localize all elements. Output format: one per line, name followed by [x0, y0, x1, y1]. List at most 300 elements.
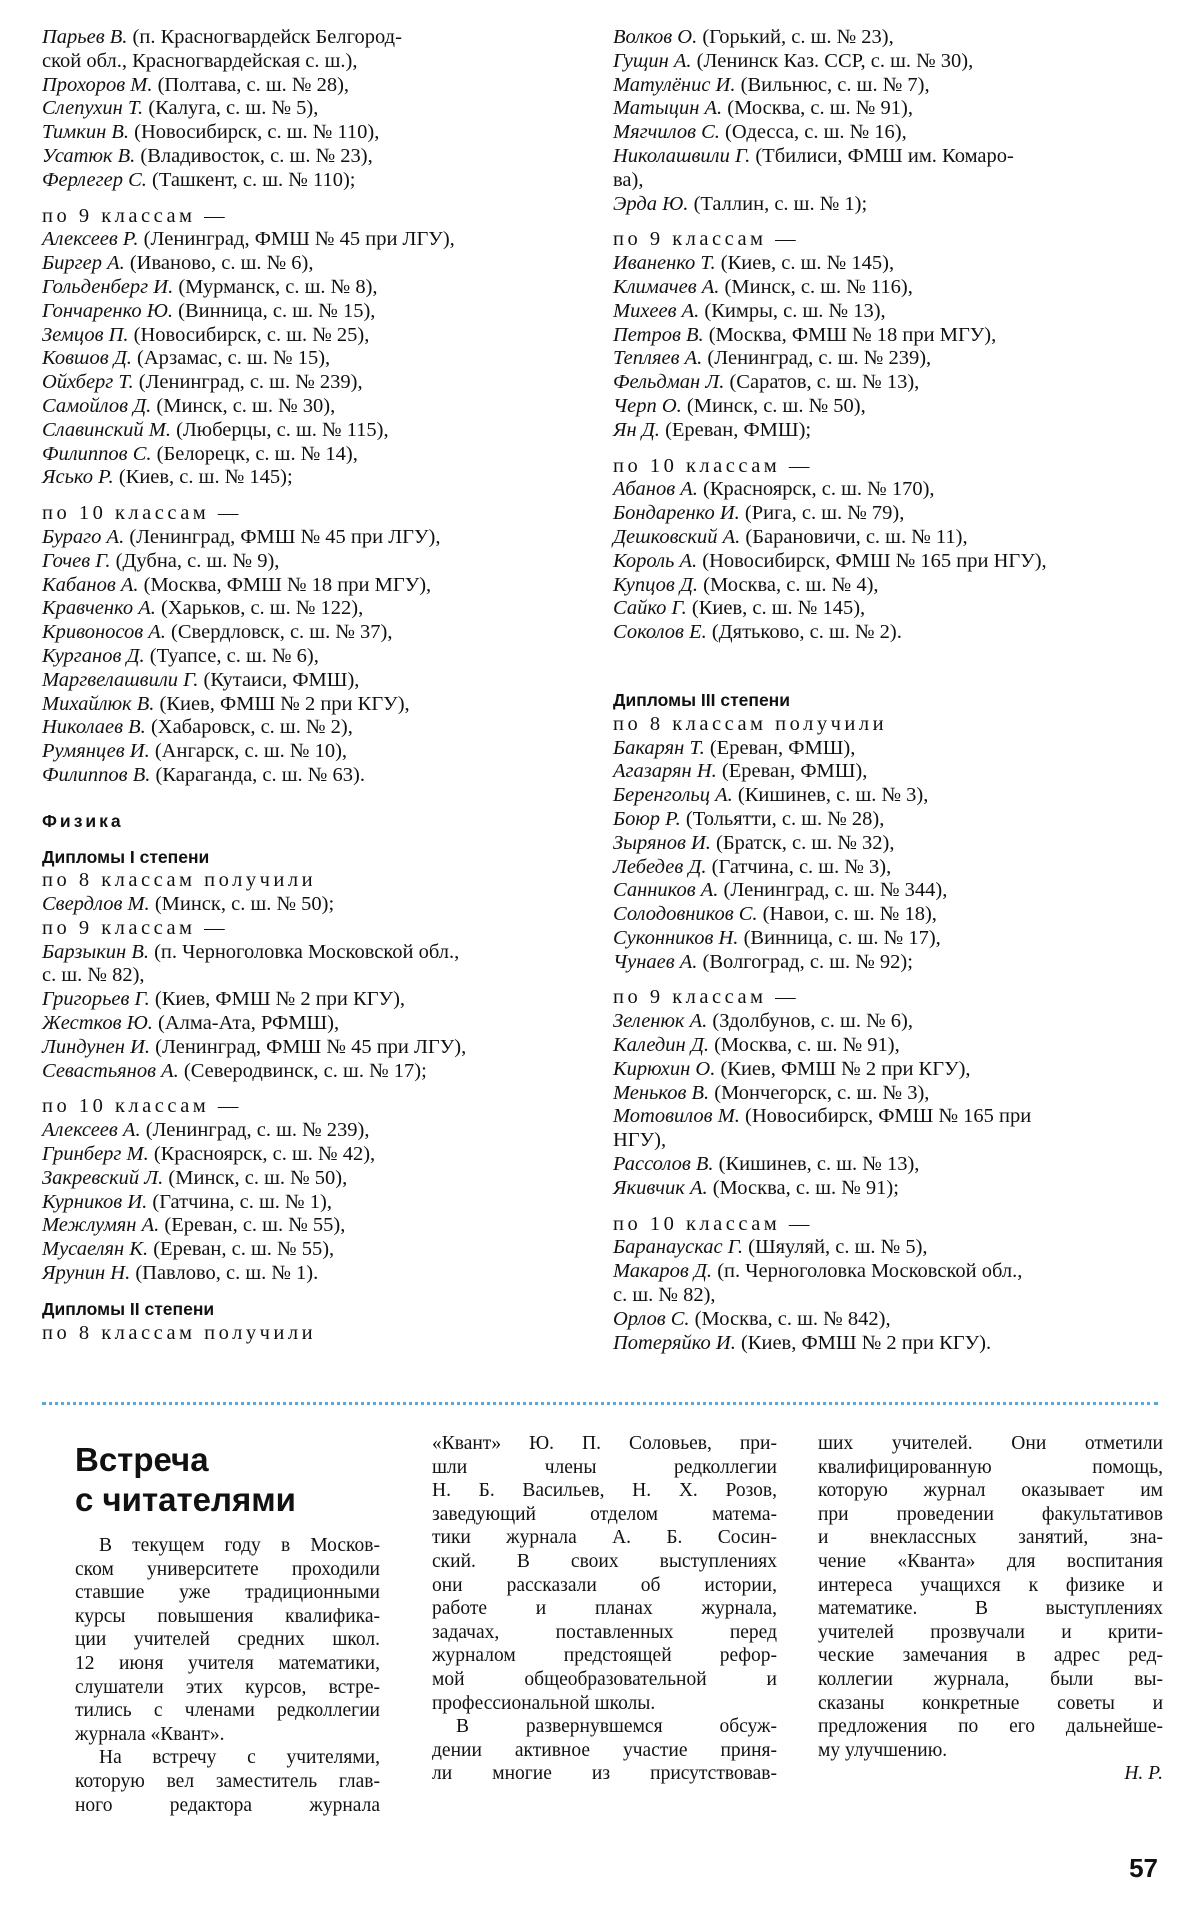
winner-entry: [613, 903, 1163, 927]
winner-name: Закревский Л.: [42, 1166, 164, 1189]
winner-school: (Тольятти, с. ш. № 28),: [680, 807, 885, 830]
article-line: профессиональной школы.: [432, 1692, 656, 1714]
winner-school: (Новосибирск, ФМШ № 165 при: [739, 1105, 1032, 1128]
winner-name: Парьев В.: [42, 26, 128, 48]
spacer: [613, 443, 1163, 455]
winner-entry: [42, 740, 582, 764]
winner-name: Гущин А.: [613, 49, 692, 72]
winner-school: (Ереван, ФМШ);: [659, 418, 812, 441]
winner-school: (Минск, с. ш. № 50),: [681, 394, 866, 417]
winner-entry: [613, 74, 1163, 98]
winner-school: (Мончегорск, с. ш. № 3),: [709, 1081, 930, 1104]
winner-school: (Ленинград, ФМШ № 45 при ЛГУ),: [150, 1035, 467, 1058]
winner-entry: [613, 193, 1163, 217]
winner-school: (Ереван, с. ш. № 55),: [148, 1238, 335, 1261]
article-line: предложения по его дальнейше-: [818, 1716, 1163, 1738]
winner-school: (Ленинград, ФМШ № 45 при ЛГУ),: [124, 525, 441, 548]
winner-entry: [613, 737, 1163, 761]
winner-school: (Киев, ФМШ № 2 при КГУ),: [715, 1057, 971, 1080]
winner-name: Сайко Г.: [613, 597, 687, 620]
winner-entry: [613, 419, 1163, 443]
winner-school: (Винница, с. ш. № 15),: [173, 299, 376, 322]
article-title: [75, 1440, 380, 1520]
winner-school: (Москва, с. ш. № 91),: [722, 97, 913, 120]
winner-entry: [42, 645, 582, 669]
winner-school: (Ленинград, с. ш. № 344),: [718, 879, 948, 902]
winner-school: (Таллин, с. ш. № 1);: [688, 192, 868, 215]
winner-entry: [42, 526, 582, 550]
winner-entry: [613, 927, 1163, 951]
winner-name: Земцов П.: [42, 323, 129, 346]
winner-name: Кравченко А.: [42, 597, 156, 620]
winner-entry: [42, 669, 582, 693]
winner-school: (Хабаровск, с. ш. № 2),: [145, 716, 353, 739]
winner-name: Потеряйко И.: [613, 1331, 736, 1354]
winner-school: (Люберцы, с. ш. № 115),: [170, 418, 389, 441]
winner-school: (Гатчина, с. ш. № 1),: [147, 1190, 332, 1213]
grade-heading: по 9 классам —: [42, 204, 229, 227]
article-line: В развернувшемся обсуж-: [456, 1716, 777, 1738]
winner-name: Гочев Г.: [42, 549, 111, 572]
winner-entry: [613, 1260, 1163, 1284]
winner-name: Кабанов А.: [42, 573, 139, 596]
winner-entry: [613, 526, 1163, 550]
winner-name: Гольденберг И.: [42, 275, 174, 298]
page-number: 57: [1129, 1853, 1158, 1883]
winner-name: Алексеев Р.: [42, 228, 139, 251]
winner-entry: [613, 276, 1163, 300]
winner-name: Волков О.: [613, 26, 698, 48]
winner-school: (п. Красногвардейск Белгород-: [127, 26, 402, 48]
article-line: Н. Б. Васильев, Н. Х. Розов,: [432, 1480, 777, 1502]
article-line: которую вел заместитель глав-: [75, 1770, 380, 1792]
winner-entry: [42, 574, 582, 598]
winner-entry: [613, 856, 1163, 880]
winner-entry: [613, 1082, 1163, 1106]
winner-entry: [42, 893, 582, 917]
winner-school: (Минск, с. ш. № 116),: [719, 275, 913, 298]
winner-entry-continuation: НГУ),: [613, 1129, 667, 1152]
grade-heading: по 9 классам —: [613, 228, 800, 251]
results-column-right: [613, 26, 1163, 1355]
winner-entry: [613, 784, 1163, 808]
winner-school: (Новосибирск, с. ш. № 110),: [129, 121, 380, 144]
winner-entry: [613, 808, 1163, 832]
spacer: [613, 974, 1163, 986]
winner-entry: [613, 1153, 1163, 1177]
winner-school: (Киев, с. ш. № 145),: [686, 597, 866, 620]
article-line: журнала «Квант».: [75, 1723, 225, 1745]
grade-heading: по 8 классам получили: [613, 712, 888, 735]
winner-entry: [613, 1236, 1163, 1260]
article-line: заведующий отделом матема-: [432, 1503, 777, 1525]
winner-name: Бураго А.: [42, 525, 125, 548]
winner-entry: [613, 1010, 1163, 1034]
spacer: [613, 645, 1163, 667]
article-line: мой общеобразовательной и: [432, 1668, 777, 1690]
winner-entry: [42, 1060, 582, 1084]
winner-entry: [42, 1238, 582, 1262]
winner-school: (Кутаиси, ФМШ),: [198, 668, 360, 691]
article-line: коллегии журнала, были вы-: [818, 1668, 1163, 1690]
article-signature: Н. Р.: [1124, 1763, 1163, 1785]
winner-name: Солодовников С.: [613, 903, 758, 926]
winner-name: Король А.: [613, 549, 698, 572]
winner-school: (п. Черноголовка Московской обл.,: [712, 1260, 1023, 1283]
winner-name: Суконников Н.: [613, 926, 739, 949]
winner-entry: [42, 466, 582, 490]
winner-school: (Ташкент, с. ш. № 110);: [146, 168, 356, 191]
winner-school: (Ереван, с. ш. № 55),: [159, 1214, 346, 1237]
article-line: и внеклассных занятий, зна-: [818, 1527, 1163, 1549]
winner-school: (Кимры, с. ш. № 13),: [699, 299, 886, 322]
winner-name: Бакарян Т.: [613, 736, 705, 759]
winner-entry: [613, 478, 1163, 502]
winner-entry-continuation: ва),: [613, 168, 644, 191]
winner-entry: [613, 951, 1163, 975]
winner-name: Рассолов В.: [613, 1153, 714, 1176]
winner-entry: [42, 764, 582, 788]
winner-name: Климачев А.: [613, 275, 720, 298]
winner-name: Лебедев Д.: [613, 855, 707, 878]
winner-name: Зеленюк А.: [613, 1010, 708, 1033]
winner-school: (Ереван, ФМШ),: [704, 736, 856, 759]
spacer: [42, 1083, 582, 1095]
article-line: курсы повышения квалифика-: [75, 1605, 380, 1627]
winner-name: Беренгольц А.: [613, 784, 733, 807]
winner-entry: [42, 74, 582, 98]
winner-name: Курганов Д.: [42, 644, 145, 667]
winner-name: Николаев В.: [42, 716, 146, 739]
winner-entry: [42, 1262, 582, 1286]
article-line: дении активное участие приня-: [432, 1739, 777, 1761]
winner-school: (Здолбунов, с. ш. № 6),: [707, 1010, 913, 1033]
winner-school: (Туапсе, с. ш. № 6),: [144, 644, 319, 667]
spacer: [613, 667, 1163, 689]
winner-entry: [42, 550, 582, 574]
article-line: «Квант» Ю. П. Соловьев, при-: [432, 1433, 777, 1454]
winner-entry: [42, 121, 582, 145]
article-column-1: [75, 1432, 380, 1817]
winner-entry: [42, 324, 582, 348]
winner-entry: [42, 597, 582, 621]
winner-school: (Кишинев, с. ш. № 13),: [713, 1153, 920, 1176]
winner-entry: [613, 1177, 1163, 1201]
winner-entry: [42, 26, 582, 50]
winner-name: Зырянов И.: [613, 831, 711, 854]
spacer: [42, 788, 582, 810]
winner-entry-continuation: ской обл., Красногвардейская с. ш.),: [42, 49, 358, 72]
winner-entry: [613, 1058, 1163, 1082]
article-title-line: Встреча: [75, 1441, 209, 1478]
grade-heading: по 8 классам получили: [42, 1321, 317, 1344]
winner-name: Григорьев Г.: [42, 988, 150, 1011]
article-line: ском университете проходили: [75, 1558, 380, 1580]
article-line: интереса учащихся к физике и: [818, 1574, 1163, 1596]
winner-entry: [42, 1214, 582, 1238]
winner-school: (Москва, с. ш. № 4),: [698, 573, 879, 596]
winner-entry: [613, 1332, 1163, 1356]
winner-name: Барзыкин В.: [42, 940, 149, 963]
article-line: ческие замечания в адрес ред-: [818, 1645, 1163, 1667]
winner-name: Ярунин Н.: [42, 1262, 131, 1285]
grade-heading: по 10 классам —: [613, 1212, 813, 1235]
article-line: чение «Кванта» для воспитания: [818, 1550, 1163, 1572]
winner-name: Свердлов М.: [42, 893, 150, 916]
winner-school: (Красноярск, с. ш. № 42),: [148, 1143, 376, 1166]
winner-name: Ясько Р.: [42, 466, 114, 489]
winner-name: Санников А.: [613, 879, 719, 902]
winner-school: (Павлово, с. ш. № 1).: [130, 1262, 319, 1285]
winner-name: Михайлюк В.: [42, 692, 155, 715]
winner-school: (Калуга, с. ш. № 5),: [143, 97, 319, 120]
winner-school: (Кишинев, с. ш. № 3),: [732, 784, 929, 807]
winner-school: (Братск, с. ш. № 32),: [710, 831, 895, 854]
winner-name: Тепляев А.: [613, 347, 703, 370]
article-line: при проведении факультативов: [818, 1503, 1163, 1525]
article-line: слушатели этих курсов, встре-: [75, 1676, 380, 1698]
winner-school: (Вильнюс, с. ш. № 7),: [735, 73, 930, 96]
article-line: учителей прозвучали и крити-: [818, 1621, 1163, 1643]
winner-entry: [613, 574, 1163, 598]
diploma-heading: Дипломы II степени: [42, 1298, 215, 1319]
grade-heading: по 10 классам —: [42, 1095, 242, 1118]
article-line: му улучшению.: [818, 1739, 948, 1761]
winner-name: Иваненко Т.: [613, 252, 716, 275]
winner-entry: [613, 300, 1163, 324]
winner-school: (Киев, ФМШ № 2 при КГУ),: [154, 692, 410, 715]
winner-entry: [613, 621, 1163, 645]
winner-school: (Минск, с. ш. № 50),: [163, 1166, 348, 1189]
winner-school: (Москва, ФМШ № 18 при МГУ),: [703, 323, 997, 346]
winner-entry: [613, 832, 1163, 856]
spacer: [42, 193, 582, 205]
winner-name: Филиппов С.: [42, 442, 152, 465]
article-column-3: [818, 1432, 1163, 1786]
article-line: ного редактора журнала: [75, 1794, 380, 1816]
winner-name: Михеев А.: [613, 299, 700, 322]
winner-entry: [42, 228, 582, 252]
winner-school: (Минск, с. ш. № 30),: [151, 394, 336, 417]
winner-name: Фельдман Л.: [613, 371, 725, 394]
winner-name: Маргвелашвили Г.: [42, 668, 199, 691]
winner-entry: [42, 1143, 582, 1167]
winner-school: (Ереван, ФМШ),: [716, 760, 868, 783]
diploma-heading: Дипломы III степени: [613, 689, 791, 710]
winner-name: Соколов Е.: [613, 621, 707, 644]
winner-school: (Волгоград, с. ш. № 92);: [697, 950, 913, 973]
winner-name: Чунаев А.: [613, 950, 698, 973]
winner-school: (Минск, с. ш. № 50);: [149, 893, 335, 916]
winner-entry: [613, 145, 1163, 169]
article-line: тились с членами редколлегии: [75, 1700, 380, 1722]
winner-school: (Дятьково, с. ш. № 2).: [706, 621, 902, 644]
winner-name: Абанов А.: [613, 478, 698, 501]
article-line: которую журнал оказывает им: [818, 1480, 1163, 1502]
winner-entry: [613, 324, 1163, 348]
winner-school: (Москва, ФМШ № 18 при МГУ),: [138, 573, 432, 596]
winner-school: (Иваново, с. ш. № 6),: [124, 252, 314, 275]
winner-name: Баранаускас Г.: [613, 1236, 743, 1259]
winner-school: (Дубна, с. ш. № 9),: [110, 549, 280, 572]
winner-entry: [42, 941, 582, 965]
article-line: они рассказали об истории,: [432, 1574, 777, 1596]
winner-name: Гринберг М.: [42, 1143, 149, 1166]
article-line: ставшие уже традиционными: [75, 1582, 380, 1604]
grade-heading: по 10 классам —: [613, 454, 813, 477]
winner-name: Якивчик А.: [613, 1176, 708, 1199]
winner-entry: [42, 443, 582, 467]
winner-school: (Киев, ФМШ № 2 при КГУ).: [735, 1331, 992, 1354]
winner-school: (Новосибирск, с. ш. № 25),: [128, 323, 370, 346]
winner-name: Ковшов Д.: [42, 347, 132, 370]
winner-entry: [42, 1119, 582, 1143]
winner-entry: [42, 1167, 582, 1191]
article-line: ли многие из присутствовав-: [432, 1763, 777, 1785]
winner-name: Мотовилов М.: [613, 1105, 740, 1128]
spacer: [613, 216, 1163, 228]
winner-name: Боюр Р.: [613, 807, 681, 830]
winner-school: (Тбилиси, ФМШ им. Комаро-: [750, 144, 1014, 167]
winner-school: (Караганда, с. ш. № 63).: [150, 763, 365, 786]
winner-school: (Белорецк, с. ш. № 14),: [151, 442, 358, 465]
winner-name: Николашвили Г.: [613, 144, 751, 167]
winner-name: Макаров Д.: [613, 1260, 713, 1283]
winner-name: Биргер А.: [42, 252, 125, 275]
winner-name: Филиппов В.: [42, 763, 151, 786]
winner-name: Кривоносов А.: [42, 621, 166, 644]
winner-name: Слепухин Т.: [42, 97, 144, 120]
winner-entry: [613, 1105, 1163, 1129]
spacer: [613, 1201, 1163, 1213]
winner-entry: [42, 1012, 582, 1036]
grade-heading: по 9 классам —: [613, 986, 800, 1009]
winner-entry: [613, 97, 1163, 121]
winner-school: (Северодвинск, с. ш. № 17);: [178, 1059, 427, 1082]
winner-entry: [42, 145, 582, 169]
winner-school: (Винница, с. ш. № 17),: [738, 926, 941, 949]
winner-school: (Москва, с. ш. № 91);: [707, 1176, 899, 1199]
winner-name: Дешковский А.: [613, 525, 741, 548]
winner-entry: [613, 395, 1163, 419]
article-line: тики журнала А. Б. Сосин-: [432, 1527, 777, 1549]
winner-entry: [613, 1034, 1163, 1058]
winner-entry: [613, 597, 1163, 621]
winner-school: (Ангарск, с. ш. № 10),: [149, 740, 348, 763]
winner-school: (Москва, с. ш. № 842),: [689, 1307, 891, 1330]
spacer: [42, 834, 582, 846]
winner-school: (Ленинград, с. ш. № 239),: [702, 347, 932, 370]
grade-heading: по 9 классам —: [42, 916, 229, 939]
winner-name: Межлумян А.: [42, 1214, 160, 1237]
winner-entry: [613, 26, 1163, 50]
winner-school: (Саратов, с. ш. № 13),: [724, 371, 920, 394]
winner-school: (Гатчина, с. ш. № 3),: [706, 855, 892, 878]
winner-name: Усатюк В.: [42, 144, 136, 167]
winner-entry: [613, 121, 1163, 145]
winner-school: (Ленинград, с. ш. № 239),: [140, 1119, 370, 1142]
winner-name: Петров В.: [613, 323, 704, 346]
winner-school: (Киев, с. ш. № 145),: [715, 252, 895, 275]
winner-name: Кирюхин О.: [613, 1057, 716, 1080]
winner-entry: [42, 300, 582, 324]
winner-name: Агазарян Н.: [613, 760, 717, 783]
winner-name: Курников И.: [42, 1190, 148, 1213]
winner-name: Ойхберг Т.: [42, 371, 134, 394]
winner-school: (Барановичи, с. ш. № 11),: [740, 525, 968, 548]
winner-school: (Владивосток, с. ш. № 23),: [135, 144, 373, 167]
article-line: работе и планах журнала,: [432, 1598, 777, 1620]
winner-name: Линдунен И.: [42, 1035, 150, 1058]
winner-school: (Москва, с. ш. № 91),: [708, 1034, 900, 1057]
winner-entry: [613, 502, 1163, 526]
winner-name: Самойлов Д.: [42, 394, 152, 417]
winner-school: (Рига, с. ш. № 79),: [739, 502, 905, 525]
winner-school: (Мурманск, с. ш. № 8),: [173, 275, 378, 298]
winner-entry: [42, 419, 582, 443]
article-line: задачах, поставленных перед: [432, 1621, 777, 1643]
winner-entry: [613, 550, 1163, 574]
winner-entry: [42, 693, 582, 717]
article-line: журналом предстоящей рефор-: [432, 1645, 777, 1667]
winner-entry-continuation: с. ш. № 82),: [42, 964, 145, 987]
winner-name: Черп О.: [613, 394, 682, 417]
winner-school: (Красноярск, с. ш. № 170),: [697, 478, 935, 501]
winner-school: (Киев, ФМШ № 2 при КГУ),: [149, 988, 406, 1011]
winner-name: Матулёнис И.: [613, 73, 736, 96]
winner-name: Матыцин А.: [613, 97, 723, 120]
winner-entry: [42, 276, 582, 300]
winner-entry: [613, 252, 1163, 276]
winner-name: Орлов С.: [613, 1307, 690, 1330]
winner-name: Мусаелян К.: [42, 1238, 149, 1261]
winner-name: Меньков В.: [613, 1081, 710, 1104]
article-title-line: с читателями: [75, 1481, 296, 1518]
winner-school: (Ленинград, с. ш. № 239),: [133, 371, 363, 394]
winner-entry: [613, 879, 1163, 903]
winner-name: Ферлегер С.: [42, 168, 147, 191]
winner-entry: [42, 371, 582, 395]
winner-name: Славинский М.: [42, 418, 171, 441]
article-line: шли члены редколлегии: [432, 1456, 777, 1478]
winner-school: (Киев, с. ш. № 145);: [113, 466, 293, 489]
winner-name: Каледин Д.: [613, 1034, 709, 1057]
winner-entry: [42, 395, 582, 419]
article-line: математике. В выступлениях: [818, 1598, 1163, 1620]
winner-name: Мягчилов С.: [613, 121, 720, 144]
winner-name: Гончаренко Ю.: [42, 299, 174, 322]
article-line: 12 июня учителя математики,: [75, 1652, 380, 1674]
winner-entry: [613, 1308, 1163, 1332]
winner-school: (Полтава, с. ш. № 28),: [152, 73, 350, 96]
winner-name: Бондаренко И.: [613, 502, 740, 525]
winner-entry: [613, 50, 1163, 74]
grade-heading: по 10 классам —: [42, 502, 242, 525]
winner-name: Купцов Д.: [613, 573, 699, 596]
article-line: сказаны конкретные советы и: [818, 1692, 1163, 1714]
winner-school: (Харьков, с. ш. № 122),: [155, 597, 364, 620]
article-line: ский. В своих выступлениях: [432, 1550, 777, 1572]
article-line: квалифицированную помощь,: [818, 1456, 1163, 1478]
winner-name: Севастьянов А.: [42, 1059, 179, 1082]
article-line: ших учителей. Они отметили: [818, 1433, 1163, 1454]
subject-heading: Физика: [42, 810, 124, 831]
winner-school: (Ленинград, ФМШ № 45 при ЛГУ),: [138, 228, 455, 251]
winner-entry: [42, 169, 582, 193]
article-line: ции учителей средних школ.: [75, 1629, 380, 1651]
winner-name: Жестков Ю.: [42, 1012, 153, 1035]
winner-entry: [42, 97, 582, 121]
